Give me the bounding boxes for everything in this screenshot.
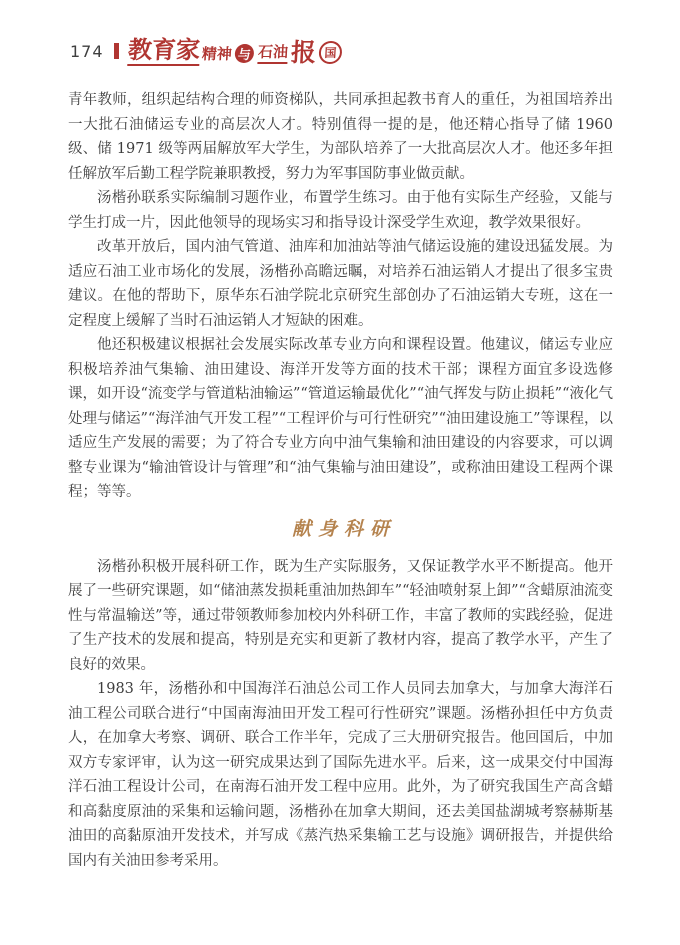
logo-seg-jiaoyujia: 教育家: [126, 35, 201, 64]
paragraph: 汤楷孙联系实际编制习题作业，布置学生练习。由于他有实际生产经验，又能与学生打成一片，因此他领导的现场实习和指导设计深受学生欢迎，教学效果很好。: [68, 190, 613, 231]
page-header: [70, 36, 342, 66]
logo-seg-bao: 报: [289, 37, 317, 67]
header-divider-bar: [114, 43, 119, 59]
paragraph: 改革开放后，国内油气管道、油库和加油站等油气储运设施的建设迅猛发展。为适应石油工业市场化的发展，汤楷孙高瞻远瞩，对培养石油运销人才提出了很多宝贵建议。在他的帮助下，原华东石油学院北京研究生部创办了石油运销大专班，这在一定程度上缓解了当时石油运销人才短缺的困难。: [68, 239, 613, 329]
paragraph: 他还积极建议根据社会发展实际改革专业方向和课程设置。他建议，储运专业应积极培养油气集输、油田建设、海洋开发等方面的技术干部；课程方面宜多设选修课，如开设“流变学与管道粘油输运”“管道运输最优化”“油气挥发与防止损耗”“液化气处理与储运”“海洋油气开发工程”“工程评价与可行性研究”“油田建设施工”等课程，以适应生产发展的需要；为了符合专业方向中油气集输和油田建设的内容要求，可以调整专业课为“输油管设计与管理”和“油气集输与油田建设”，或称油田建设工程两个课程；等等。: [68, 337, 613, 500]
article-body: [68, 88, 613, 873]
paragraph: 1983 年，汤楷孙和中国海洋石油总公司工作人员同去加拿大，与加拿大海洋石油工程公司联合进行“中国南海油田开发工程可行性研究”课题。汤楷孙担任中方负责人，在加拿大考察、调研、联合工作半年，完成了三大册研究报告。他回国后，中加双方专家评审，认为这一研究成果达到了国际先进水平。后来，这一成果交付中国海洋石油工程设计公司，在南海石油开发工程中应用。此外，为了研究我国生产高含蜡和高黏度原油的采集和运输问题，汤楷孙在加拿大期间，还去美国盐湖城考察赫斯基油田的高黏原油开发技术，并写成《蒸汽热采集输工艺与设施》调研报告，并提供给国内有关油田参考采用。: [68, 681, 613, 869]
page-number: 174: [70, 41, 104, 61]
logo-guo-circle-badge: 国: [318, 41, 342, 64]
paragraph: 汤楷孙积极开展科研工作，既为生产实际服务，又保证教学水平不断提高。他开展了一些研究课题，如“储油蒸发损耗重油加热卸车”“轻油喷射泵上卸”“含蜡原油流变性与常温输送”等，通过带领教师参加校内外科研工作，丰富了教师的实践经验，促进了生产技术的发展和提高，特别是充实和更新了教材内容，提高了教学水平，产生了良好的效果。: [68, 558, 613, 673]
paragraph: 青年教师，组织起结构合理的师资梯队，共同承担起教书育人的重任，为祖国培养出一大批石油储运专业的高层次人才。特别值得一提的是，他还精心指导了储 1960 级、储 1971 级等两届解放军大学生，为部队培养了一大批高层次人才。他还多年担任解放军后勤工程学院兼职教授，努力为军事国防事业做贡献。: [68, 92, 613, 182]
logo-seg-jingshen: 精神: [200, 44, 232, 63]
logo-seg-shiyou: 石油: [257, 43, 288, 64]
section-heading: 献身科研: [291, 517, 396, 540]
logo-yu-circle-badge: 与: [234, 44, 254, 63]
book-title-logo: [127, 37, 343, 66]
